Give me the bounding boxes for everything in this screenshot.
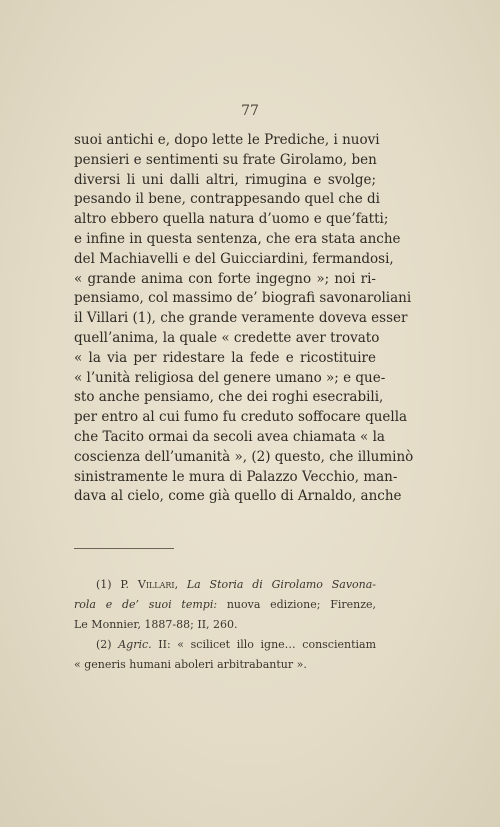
body-line: quell’anima, la quale « credette aver trovato [74, 329, 380, 346]
body-line: « l’unità religiosa del genere umano »; e que- [74, 369, 386, 386]
body-line: e infine in questa sentenza, che era stata anche [74, 230, 401, 247]
footnote-1-title: La Storia di Girolamo Savona- [186, 578, 377, 591]
footnotes [74, 575, 376, 675]
footnote-2-quote: II: « scilicet illo igne… conscientiam [158, 638, 376, 651]
footnote-1-marker: (1) P. [96, 578, 130, 591]
body-line: sinistramente le mura di Palazzo Vecchio, man- [74, 468, 398, 485]
body-line: « grande anima con forte ingegno »; noi ri- [74, 270, 376, 287]
body-line: del Machiavelli e del Guicciardini, fermandosi, [74, 250, 394, 267]
body-line: per entro al cui fumo fu creduto soffocare quella [74, 409, 408, 426]
body-line: suoi antichi e, dopo lette le Prediche, i nuovi [74, 132, 380, 148]
footnote-2-source: Agric. [118, 638, 152, 651]
footnote-1-title-cont: rola e de’ suoi tempi: [74, 598, 218, 611]
body-line: pensieri e sentimenti su frate Girolamo, ben [74, 151, 377, 168]
body-line: pesando il bene, contrappesando quel che di [74, 191, 380, 208]
footnote-2-line-2: « generis humani aboleri arbitrabantur ». [74, 658, 307, 671]
body-line: diversi li uni dalli altri, rimugina e svolge; [74, 171, 376, 188]
footnote-1-line-1 [74, 575, 376, 595]
body-line: il Villari (1), che grande veramente doveva esser [74, 310, 408, 327]
body-line: sto anche pensiamo, che dei roghi esecrabili, [74, 389, 384, 406]
body-line: « la via per ridestare la fede e ricostituire [74, 349, 376, 366]
footnote-2-line-1 [74, 635, 376, 655]
footnote-1-line-2 [74, 595, 376, 615]
body-line: che Tacito ormai da secoli avea chiamata « la [74, 428, 385, 445]
footnote-2-marker: (2) [96, 638, 112, 651]
footnote-1-edition: nuova edizione; Firenze, [226, 598, 377, 611]
footnote-1-line-3: Le Monnier, 1887-88; II, 260. [74, 618, 238, 631]
body-line: pensiamo, col massimo de’ biografi savonaroliani [74, 290, 412, 307]
page-number: 77 [241, 103, 259, 119]
body-text [74, 131, 414, 507]
body-line: altro ebbero quella natura d’uomo e que’fatti; [74, 211, 389, 228]
body-line: dava al cielo, come già quello di Arnaldo, anche [74, 488, 402, 505]
footnote-1-author: Villari, [137, 578, 179, 591]
body-line: coscienza dell’umanità », (2) questo, che illuminò [74, 448, 414, 465]
footnote-divider [74, 548, 174, 549]
